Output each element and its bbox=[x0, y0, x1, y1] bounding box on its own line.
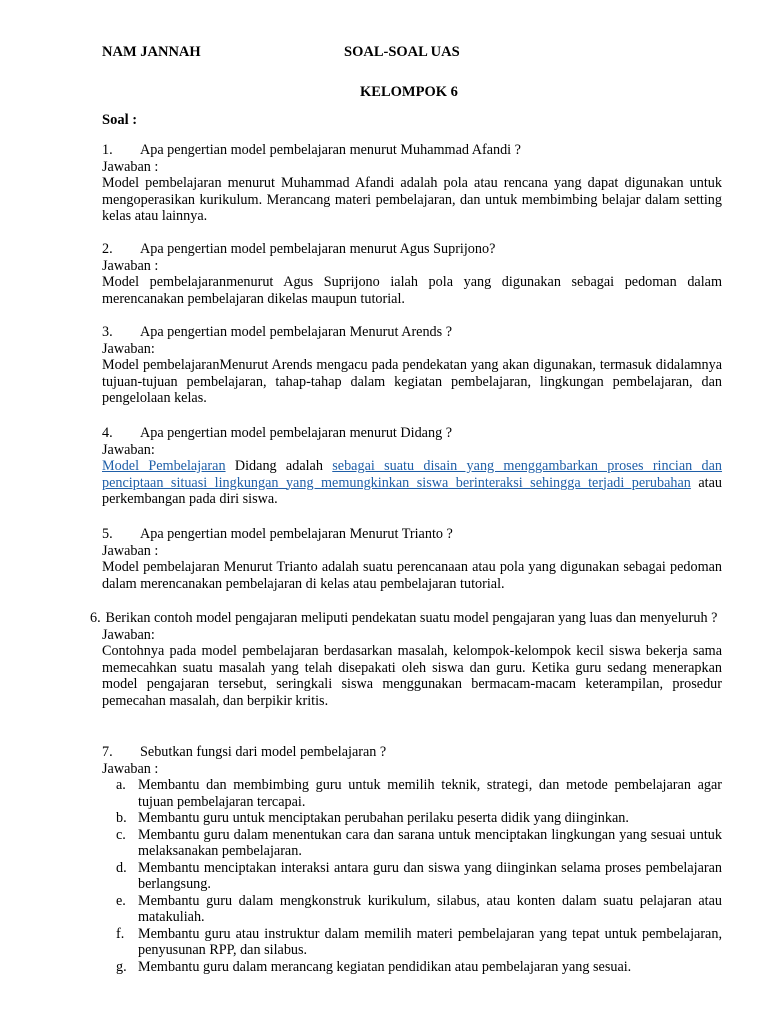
answer-text: Model pembelajaranmenurut Agus Suprijono ialah pola yang digunakan sebagai pedoman dalam merencanakan pembelajaran dikelas maupun tutorial. bbox=[102, 274, 722, 307]
list-letter: e. bbox=[116, 892, 126, 909]
question-text: Berikan contoh model pengajaran meliputi pendekatan suatu model pengajaran yang luas dan menyeluruh ? bbox=[105, 610, 718, 626]
list-item-text: Membantu guru dalam merancang kegiatan pendidikan atau pembelajaran yang sesuai. bbox=[138, 958, 632, 975]
author-name: NAM JANNAH bbox=[102, 44, 201, 60]
question-5 bbox=[102, 526, 722, 592]
question-4 bbox=[102, 425, 722, 508]
answer-text: Model pembelajaranMenurut Arends mengacu pada pendekatan yang akan digunakan, termasuk didalamnya tujuan-tujuan pembelajaran, tahap-tahap dalam kegiatan pembelajaran, lingkungan pembelajaran, dan pengelolaan kelas. bbox=[102, 357, 722, 406]
question-6 bbox=[90, 610, 722, 709]
answer-label: Jawaban: bbox=[102, 626, 155, 643]
list-letter: f. bbox=[116, 925, 125, 942]
list-item bbox=[102, 777, 722, 810]
list-item-text: Membantu guru atau instruktur dalam memilih materi pembelajaran yang tepat untuk pembelajaran, penyusunan RPP, dan silabus. bbox=[138, 925, 722, 958]
soal-label: Soal : bbox=[102, 112, 138, 128]
answer-label: Jawaban: bbox=[102, 441, 155, 458]
answer-text: Model pembelajaran menurut Muhammad Afandi adalah pola atau rencana yang dapat digunakan untuk mengoperasikan kurikulum. Merancang materi pembelajaran, dan untuk membimbing belajar dalam setting kelas atau lainnya. bbox=[102, 175, 722, 224]
question-text: Apa pengertian model pembelajaran menurut Agus Suprijono? bbox=[140, 241, 496, 257]
question-1 bbox=[102, 142, 722, 225]
answer-text: Model pembelajaran Menurut Trianto adalah suatu perencanaan atau pola yang digunakan sebagai pedoman dalam merencanakan pembelajaran di kelas atau pembelajaran tutorial. bbox=[102, 559, 722, 592]
answer-text-segment: Didang adalah bbox=[225, 458, 333, 474]
question-number: 1. bbox=[102, 142, 113, 158]
list-letter: a. bbox=[116, 777, 126, 793]
question-text: Apa pengertian model pembelajaran Menurut Arends ? bbox=[140, 324, 453, 340]
list-item bbox=[102, 926, 722, 959]
list-letter: g. bbox=[116, 958, 127, 975]
answer-label: Jawaban : bbox=[102, 542, 159, 559]
list-item-text: Membantu guru dalam menentukan cara dan sarana untuk menciptakan lingkungan yang sesuai untuk melaksanakan pembelajaran. bbox=[138, 826, 722, 859]
list-letter: c. bbox=[116, 826, 126, 843]
list-item bbox=[102, 827, 722, 860]
model-pembelajaran-link[interactable]: Model Pembelajaran bbox=[102, 458, 226, 474]
question-number: 2. bbox=[102, 241, 113, 257]
definition-link[interactable]: sebagai suatu disain yang menggambarkan proses rincian dan penciptaan situasi lingkungan yang memungkinkan siswa berinteraksi sehingga terjadi perubahan bbox=[102, 458, 723, 491]
question-text: Apa pengertian model pembelajaran menurut Muhammad Afandi ? bbox=[140, 142, 521, 158]
list-item-text: Membantu guru dalam mengkonstruk kurikulum, silabus, atau konten dalam suatu pelajaran atau matakuliah. bbox=[138, 892, 722, 925]
answer-text-segment: atau perkembangan pada diri siswa. bbox=[102, 474, 722, 507]
document-title: SOAL-SOAL UAS bbox=[344, 44, 460, 60]
question-text: Sebutkan fungsi dari model pembelajaran ? bbox=[140, 744, 387, 760]
question-text: Apa pengertian model pembelajaran menurut Didang ? bbox=[140, 425, 453, 441]
list-letter: d. bbox=[116, 859, 127, 876]
question-number: 5. bbox=[102, 526, 113, 542]
question-7 bbox=[102, 744, 722, 975]
list-letter: b. bbox=[116, 810, 127, 826]
question-2 bbox=[102, 241, 722, 307]
answer-text: Contohnya pada model pembelajaran berdasarkan masalah, kelompok-kelompok kecil siswa bekerja sama memecahkan suatu masalah yang telah disepakati oleh siswa dan guru. Ketika guru sedang menerapkan model pengajaran tersebut, seringkali siswa menggunakan bermacam-macam keterampilan, prosedur pemecahan masalah, dan berpikir kritis. bbox=[102, 643, 722, 709]
question-text: Apa pengertian model pembelajaran Menurut Trianto ? bbox=[140, 526, 453, 542]
question-number: 6. bbox=[90, 610, 101, 626]
list-item bbox=[102, 959, 722, 976]
question-number: 4. bbox=[102, 425, 113, 441]
answer-label: Jawaban : bbox=[102, 158, 159, 175]
answer-label: Jawaban : bbox=[102, 257, 159, 274]
answer-label: Jawaban: bbox=[102, 340, 155, 357]
answer-label: Jawaban : bbox=[102, 760, 159, 777]
answer-text bbox=[102, 458, 722, 508]
list-item-text: Membantu dan membimbing guru untuk memilih teknik, strategi, dan metode pembelajaran agar tujuan pembelajaran tercapai. bbox=[138, 777, 722, 810]
list-item bbox=[102, 893, 722, 926]
list-item-text: Membantu menciptakan interaksi antara guru dan siswa yang diinginkan selama proses pembelajaran berlangsung. bbox=[138, 859, 722, 892]
question-number: 3. bbox=[102, 324, 113, 340]
function-list bbox=[102, 777, 722, 975]
group-heading: KELOMPOK 6 bbox=[360, 84, 458, 100]
list-item-text: Membantu guru untuk menciptakan perubahan perilaku peserta didik yang diinginkan. bbox=[138, 810, 629, 826]
list-item bbox=[102, 860, 722, 893]
question-3 bbox=[102, 324, 722, 407]
question-number: 7. bbox=[102, 744, 113, 760]
list-item bbox=[102, 810, 722, 827]
